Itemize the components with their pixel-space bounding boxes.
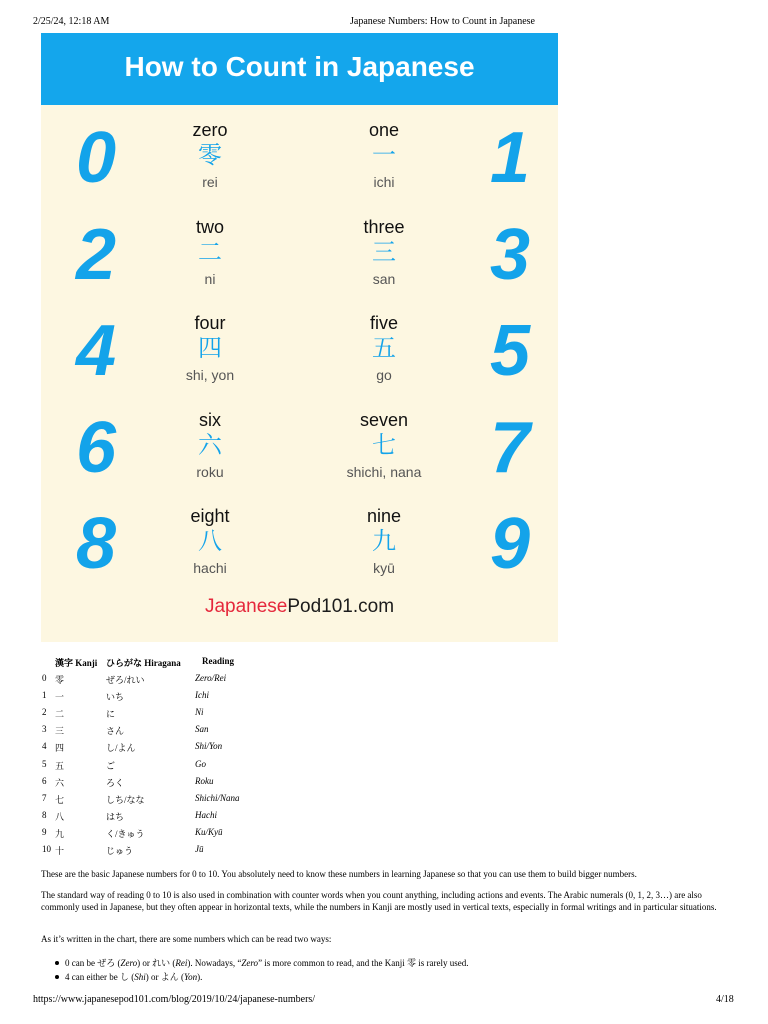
cell-kanji: 二 [55, 709, 65, 720]
reading-variants-list [55, 956, 715, 984]
cell-hiragana: さん [106, 726, 125, 737]
number-block-seven [294, 410, 474, 482]
kanji-character: 三 [372, 237, 396, 266]
cell-number: 8 [42, 809, 47, 820]
romaji-reading: rei [202, 174, 218, 190]
number-block-one [294, 120, 474, 192]
romaji-reading: san [372, 270, 396, 287]
kanji-character: 九 [372, 527, 396, 555]
cell-hiragana: いち [106, 692, 125, 703]
cell-reading: Zero/Rei [195, 673, 227, 683]
cell-hiragana: しち/なな [106, 794, 145, 805]
cell-kanji: 八 [55, 811, 65, 822]
table-header-reading: Reading [202, 656, 235, 666]
romaji-reading: ni [204, 270, 216, 287]
cell-number: 3 [42, 724, 47, 735]
print-page-number: 4/18 [716, 994, 734, 1005]
cell-kanji: 七 [55, 794, 65, 805]
big-digit-7: 7 [489, 407, 531, 488]
english-word: two [195, 216, 224, 237]
english-word: four [194, 313, 226, 333]
romaji-reading: shi, yon [185, 367, 235, 383]
table-row [40, 724, 360, 741]
big-digit-5: 5 [489, 311, 531, 391]
english-word: six [199, 409, 221, 430]
number-block-three [294, 217, 474, 289]
cell-hiragana: じゅう [106, 846, 134, 856]
table-row [40, 827, 360, 844]
cell-number: 0 [42, 673, 47, 683]
big-digit-2: 2 [75, 214, 117, 295]
cell-reading: Ni [195, 707, 204, 718]
brand-part-pod101: Pod101.com [287, 596, 395, 617]
table-row [40, 793, 360, 810]
table-row [40, 673, 360, 690]
big-digit-4: 4 [75, 311, 117, 391]
cell-kanji: 三 [55, 726, 65, 737]
romaji-reading: kyū [373, 560, 395, 576]
list-item-four: 4 can either be し (Shi) or よん (Yon). [55, 970, 715, 984]
big-digit-1: 1 [489, 118, 531, 198]
print-url[interactable]: https://www.japanesepod101.com/blog/2019/10/24/japanese-numbers/ [33, 994, 316, 1005]
cell-number: 5 [42, 758, 47, 769]
print-page-title: Japanese Numbers: How to Count in Japanese [350, 16, 535, 27]
cell-kanji: 一 [55, 692, 65, 703]
cell-reading: Shi/Yon [195, 741, 223, 752]
table-row [40, 759, 360, 776]
cell-reading: Jū [195, 844, 204, 854]
number-block-six [120, 410, 300, 482]
brand-part-japanese: Japanese [204, 596, 288, 617]
kanji-character: 七 [372, 430, 396, 459]
table-row [40, 810, 360, 827]
english-word: three [363, 216, 405, 237]
table-row [40, 844, 360, 861]
cell-kanji: 六 [55, 777, 65, 788]
romaji-reading: shichi, nana [346, 463, 422, 480]
infographic-banner [41, 33, 558, 105]
table-header-hiragana: ひらがな Hiragana [106, 658, 181, 668]
english-word: one [368, 120, 400, 140]
list-item-zero: 0 can be ぜろ (Zero) or れい (Rei). Nowadays, “Zero” is more common to read, and the Kanji 零 is rarely used. [55, 956, 715, 970]
kanji-character: 一 [372, 141, 396, 169]
romaji-reading: go [376, 367, 392, 383]
english-word: nine [366, 506, 402, 526]
number-block-nine [294, 506, 474, 578]
cell-number: 1 [42, 690, 47, 701]
table-row [40, 776, 360, 793]
english-word: zero [192, 120, 228, 140]
big-digit-0: 0 [75, 118, 117, 198]
cell-kanji: 四 [55, 743, 65, 754]
two-ways-paragraph: As it’s written in the chart, there are some numbers which can be read two ways: [41, 934, 332, 944]
table-row [40, 707, 360, 724]
english-word: seven [359, 409, 409, 430]
romaji-reading: roku [196, 463, 224, 480]
number-block-eight [120, 506, 300, 578]
english-word: eight [190, 506, 230, 526]
cell-kanji: 五 [55, 760, 65, 771]
counting-infographic [41, 33, 558, 642]
cell-hiragana: ご [106, 760, 116, 771]
table-row [40, 741, 360, 758]
number-block-four [120, 313, 300, 385]
kanji-character: 二 [198, 237, 222, 266]
cell-reading: Go [195, 758, 206, 769]
romaji-reading: ichi [373, 174, 395, 190]
big-digit-6: 6 [75, 407, 117, 488]
cell-number: 9 [42, 826, 47, 837]
cell-reading: Ku/Kyū [195, 826, 223, 837]
cell-kanji: 零 [55, 675, 65, 685]
intro-paragraph: These are the basic Japanese numbers for 0 to 10. You absolutely need to know these numbers in learning Japanese so that you can use them to build bigger numbers. [41, 869, 637, 879]
english-word: five [369, 313, 398, 333]
cell-number: 4 [42, 741, 47, 752]
brand-logo [41, 596, 558, 618]
cell-number: 6 [42, 775, 47, 786]
cell-reading: San [195, 724, 209, 735]
cell-reading: Roku [195, 775, 214, 786]
kanji-character: 四 [198, 334, 222, 362]
cell-reading: Hachi [195, 809, 217, 820]
cell-number: 10 [42, 844, 51, 854]
kanji-character: 五 [372, 334, 396, 362]
cell-kanji: 十 [55, 846, 65, 856]
cell-hiragana: く/きゅう [106, 828, 145, 839]
table-header-kanji: 漢字 Kanji [55, 658, 98, 668]
print-datetime: 2/25/24, 12:18 AM [33, 16, 110, 27]
cell-hiragana: し/よん [106, 743, 136, 754]
number-block-zero [120, 120, 300, 192]
big-digit-9: 9 [489, 504, 531, 584]
standard-reading-paragraph: The standard way of reading 0 to 10 is also used in combination with counter words when you count anything, including actions and events. The Arabic numerals (0, 1, 2, 3…) are also commonly used in Japanese, but they often appear in horizontal texts, while the numbers in Kanji are mostly used in vertical texts, especially in formal writings and in particular situations. [41, 890, 717, 912]
number-block-five [294, 313, 474, 385]
cell-reading: Shichi/Nana [195, 792, 240, 803]
cell-hiragana: に [106, 709, 116, 720]
big-digit-3: 3 [489, 214, 531, 295]
romaji-reading: hachi [193, 560, 227, 576]
kanji-character: 零 [198, 141, 222, 169]
infographic-title: How to Count in Japanese [124, 51, 475, 82]
cell-hiragana: ろく [106, 777, 125, 788]
big-digit-8: 8 [75, 504, 117, 584]
number-block-two [120, 217, 300, 289]
cell-number: 7 [42, 792, 47, 803]
cell-number: 2 [42, 707, 47, 718]
cell-hiragana: ぜろ/れい [106, 675, 145, 685]
cell-kanji: 九 [55, 828, 65, 839]
kanji-character: 八 [198, 527, 222, 555]
kanji-character: 六 [198, 430, 222, 459]
cell-hiragana: はち [106, 811, 125, 822]
cell-reading: Ichi [195, 690, 209, 701]
table-row [40, 690, 360, 707]
